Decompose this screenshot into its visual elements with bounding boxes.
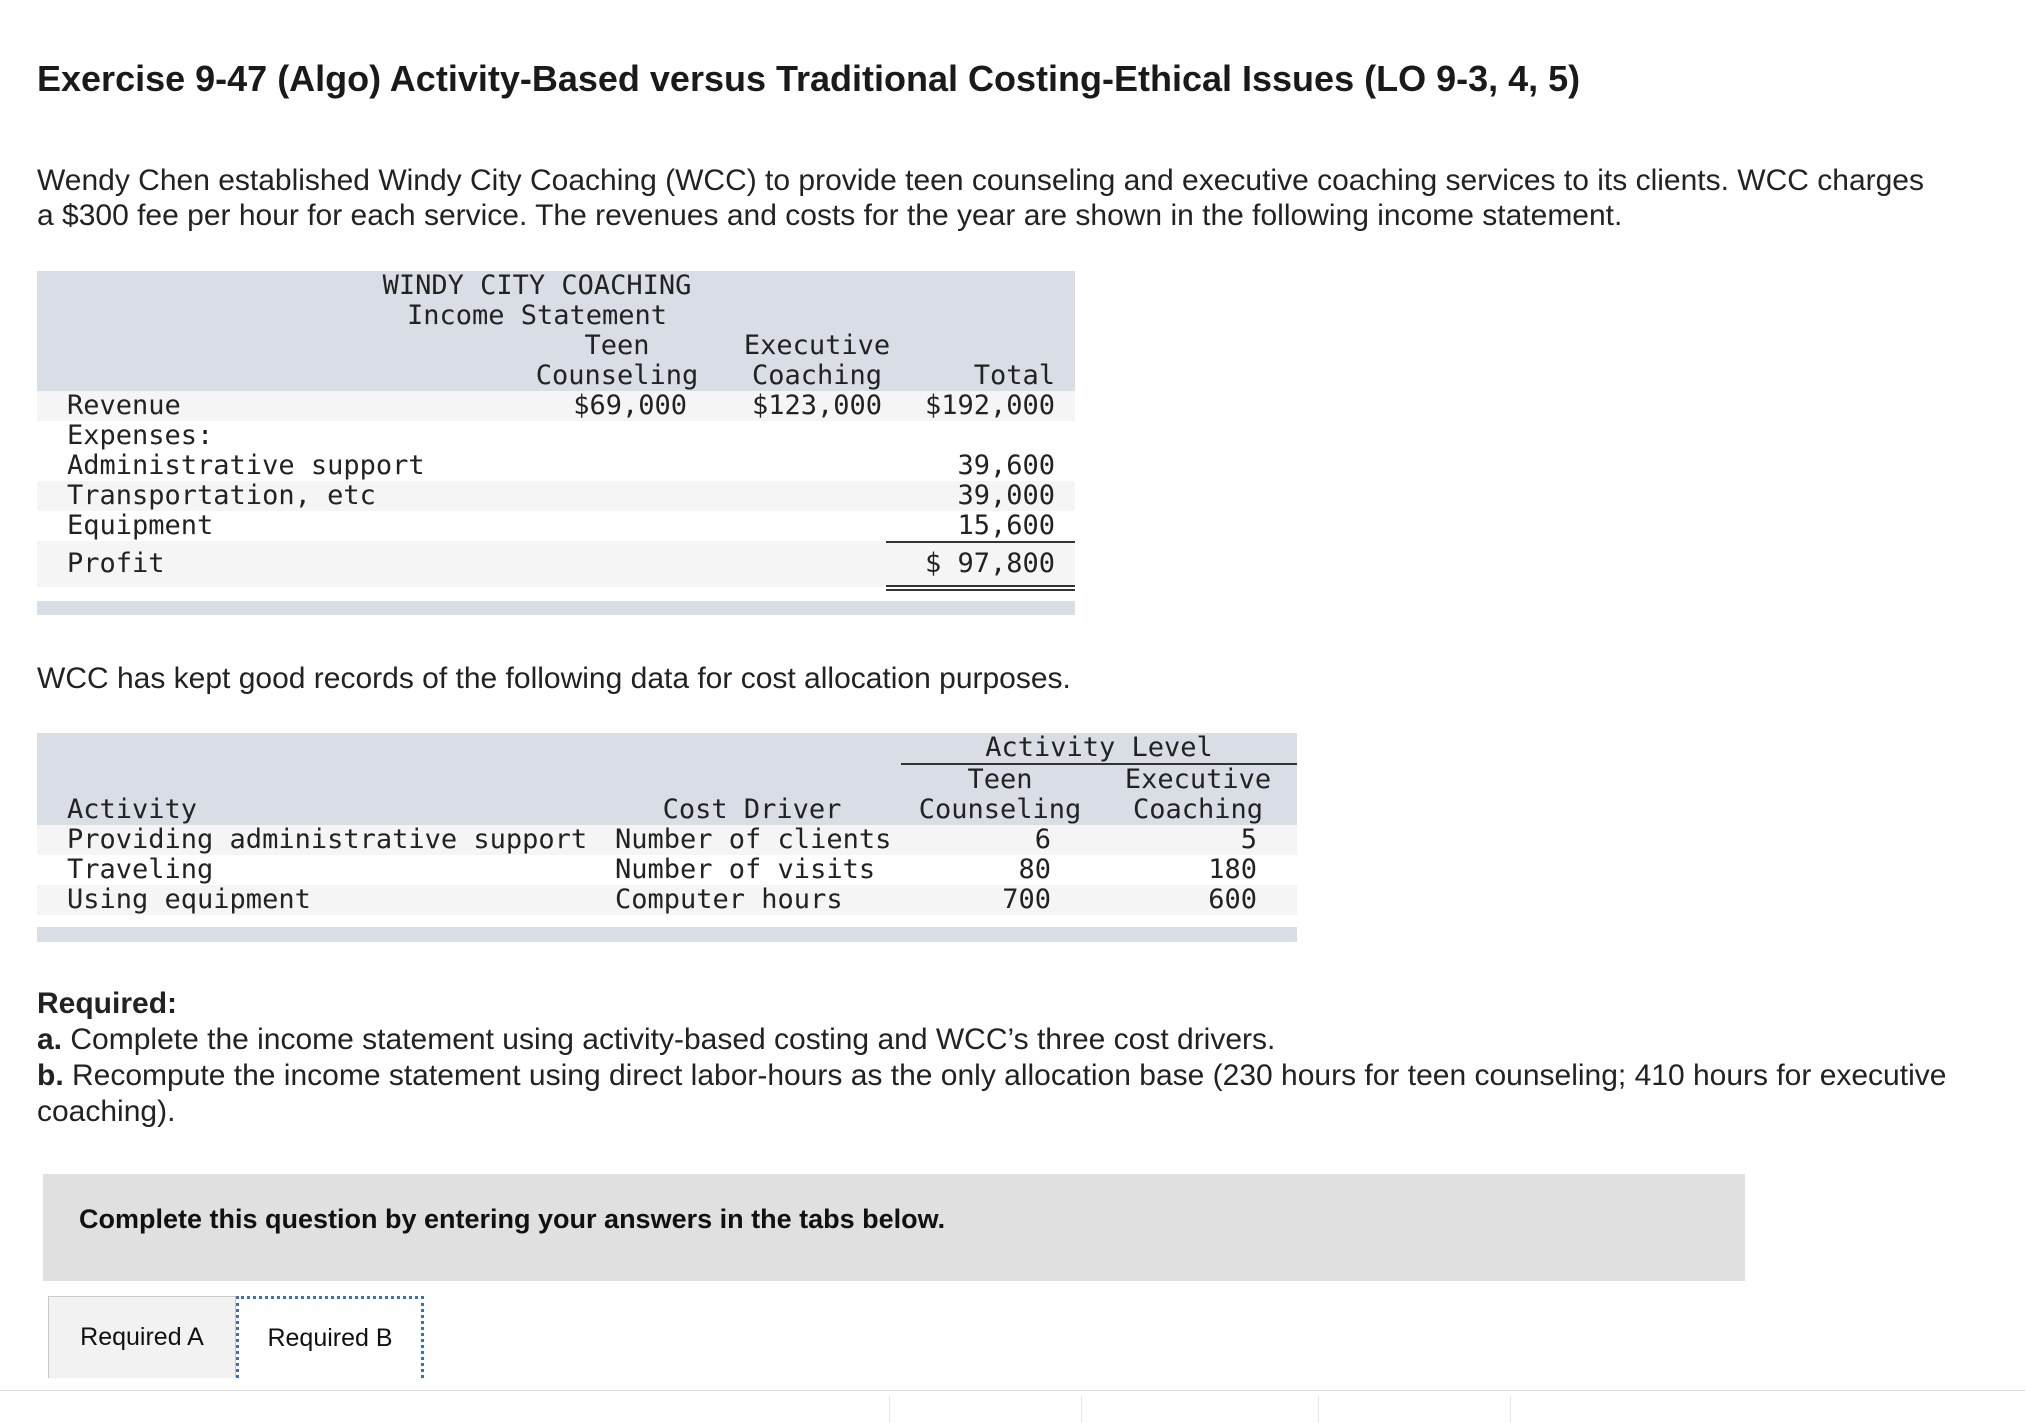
col-teen-header: Counseling	[535, 360, 699, 391]
teen-level: 700	[1002, 884, 1051, 915]
tab-required-b[interactable]: Required B	[236, 1296, 424, 1378]
revenue-exec: $123,000	[751, 390, 882, 421]
col-activity-header: Activity	[67, 794, 198, 825]
activity-name: Using equipment	[67, 884, 311, 915]
profit-label: Profit	[67, 548, 165, 579]
required-b-text: Recompute the income statement using direct labor-hours as the only allocation base (230 hours for teen counseling; 410 hours for executive coaching).	[37, 1059, 1947, 1128]
col-exec-header: Executive	[1124, 764, 1272, 795]
exec-level: 5	[1240, 824, 1257, 855]
instruction-panel	[43, 1174, 1745, 1281]
required-a-text: Complete the income statement using activity-based costing and WCC’s three cost drivers.	[70, 1023, 1276, 1056]
col-exec-header: Executive	[743, 330, 891, 361]
cost-driver: Number of visits	[615, 854, 876, 885]
required-heading: Required:	[37, 987, 178, 1020]
col-total-header: Total	[973, 360, 1055, 391]
col-exec-header: Coaching	[751, 360, 883, 391]
required-section	[37, 986, 1957, 1130]
expenses-label: Expenses:	[67, 420, 214, 451]
required-b-label: b.	[37, 1059, 64, 1092]
company-name: WINDY CITY COACHING	[382, 270, 692, 301]
activity-level-header: Activity Level	[985, 732, 1213, 763]
divider	[1081, 1396, 1082, 1423]
activity-name: Providing administrative support	[67, 824, 588, 855]
subtotal-rule	[886, 541, 1075, 543]
statement-name: Income Statement	[406, 300, 668, 331]
equipment-label: Equipment	[67, 510, 214, 541]
col-teen-header: Counseling	[918, 794, 1082, 825]
income-statement-table	[37, 271, 1075, 616]
divider	[1318, 1396, 1319, 1423]
exec-level: 180	[1208, 854, 1257, 885]
page-title: Exercise 9-47 (Algo) Activity-Based versus Traditional Costing-Ethical Issues (LO 9-3, 4, 5)	[37, 58, 1581, 99]
records-paragraph: WCC has kept good records of the following data for cost allocation purposes.	[37, 662, 1071, 695]
tab-required-a[interactable]: Required A	[48, 1296, 236, 1378]
col-teen-header: Teen	[967, 764, 1033, 795]
activity-name: Traveling	[67, 854, 214, 885]
col-exec-header: Coaching	[1132, 794, 1264, 825]
divider	[1510, 1396, 1511, 1423]
col-driver-header: Cost Driver	[662, 794, 842, 825]
revenue-teen: $69,000	[573, 390, 687, 421]
divider	[889, 1396, 890, 1423]
transport-label: Transportation, etc	[67, 480, 376, 511]
footer-band	[37, 927, 1297, 942]
required-a-label: a.	[37, 1023, 63, 1056]
profit-total: $ 97,800	[924, 548, 1055, 579]
cost-driver: Computer hours	[615, 884, 843, 915]
exec-level: 600	[1208, 884, 1257, 915]
double-rule-top	[886, 585, 1075, 587]
transport-total: 39,000	[957, 480, 1055, 511]
divider	[0, 1390, 2025, 1391]
cost-driver: Number of clients	[615, 824, 892, 855]
admin-total: 39,600	[957, 450, 1055, 481]
intro-paragraph: Wendy Chen established Windy City Coaching (WCC) to provide teen counseling and executive coaching services to its clients. WCC charges a $300 fee per hour for each service. The revenues and costs for the year are shown in the following income statement.	[37, 164, 1924, 232]
revenue-total: $192,000	[924, 390, 1055, 421]
admin-label: Administrative support	[67, 450, 425, 481]
revenue-label: Revenue	[67, 390, 181, 421]
equipment-total: 15,600	[957, 510, 1055, 541]
activity-table	[37, 733, 1297, 942]
footer-band	[37, 601, 1075, 615]
col-teen-header: Teen	[584, 330, 650, 361]
double-rule-bottom	[886, 589, 1075, 591]
instruction-text: Complete this question by entering your answers in the tabs below.	[79, 1204, 946, 1234]
teen-level: 6	[1034, 824, 1051, 855]
teen-level: 80	[1018, 854, 1051, 885]
